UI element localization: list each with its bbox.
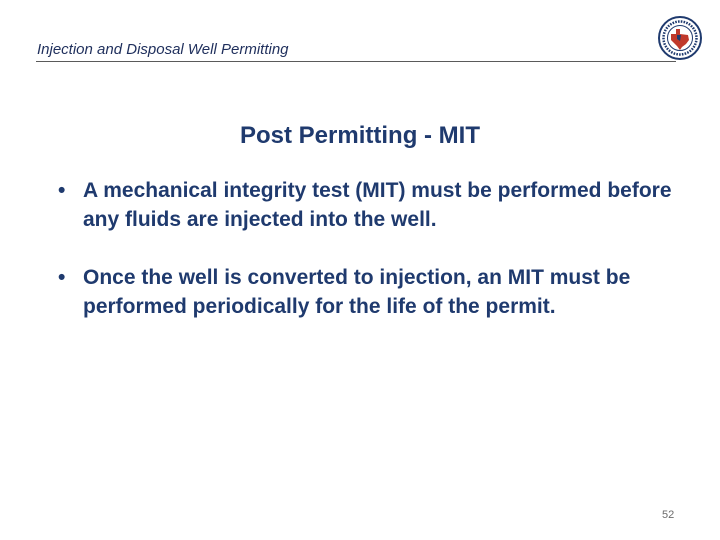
bullet-marker: • [58,266,66,289]
header-title: Injection and Disposal Well Permitting [37,41,289,58]
bullet-list [58,176,678,350]
bullet-item [58,176,678,234]
page-number: 52 [662,509,675,521]
bullet-marker: • [58,179,66,202]
slide-title: Post Permitting - MIT [240,122,480,149]
bullet-text: Once the well is converted to injection, an MIT must be performed periodically for the life of the permit. [83,266,631,318]
bullet-text: A mechanical integrity test (MIT) must be performed before any fluids are injected into the well. [83,179,672,231]
header-divider [36,61,676,62]
texas-seal-icon [658,16,702,60]
bullet-item [58,263,678,321]
